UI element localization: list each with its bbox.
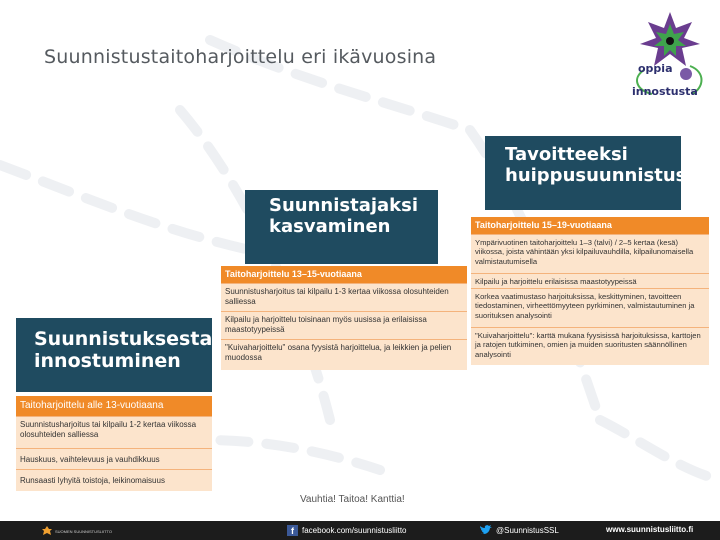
stage-heading-line1: Suunnistajaksi [269,195,419,216]
stage-panel-15-19 [471,217,709,365]
twitter-link[interactable] [480,525,559,536]
stage-panel-13-15 [221,266,467,370]
stage-heading-growing [245,190,438,264]
facebook-link[interactable] [287,525,407,536]
panel-row: Suunnistusharjoitus tai kilpailu 1-2 kertaa viikossa olosuhteiden salliessa [16,416,212,448]
panel-row: "Kuivaharjoittelu": karttä mukana fyysisissä harjoituksissa, karttojen ja ratojen tutkiminen, omien ja muiden suoritusten säännöllinen analysointi [471,327,709,365]
twitter-bird-icon [480,525,492,536]
slogan: Vauhtia! Taitoa! Kanttia! [300,494,405,505]
stage-heading-line2: huippusuunnistus [505,165,687,187]
panel-row: Korkea vaatimustaso harjoituksissa, keskittyminen, tavoitteen tiedostaminen, virheettömyyteen pyrkiminen, valmistautuminen ja suorituksen analysointi [471,288,709,327]
panel-title: Taitoharjoittelu alle 13-vuotiaana [16,396,212,416]
ssl-org-logo [42,525,113,536]
panel-row: Ympärivuotinen taitoharjoittelu 1–3 (talvi) / 2–5 kertaa (kesä) viikossa, joista vähintään yksi kilpailuvauhdilla, kilpailunomaisella valmistautumisella [471,234,709,273]
ssl-logo-text: SUOMEN SUUNNISTUSLIITTO [55,529,113,534]
stage-heading-line1: Suunnistuksesta [34,328,213,350]
logo-text-innostusta: innostusta [632,85,698,98]
panel-row: Suunnistusharjoitus tai kilpailu 1-3 kertaa viikossa olosuhteiden salliessa [221,283,467,311]
facebook-url: facebook.com/suunnistusliitto [302,526,407,535]
oppia-innostusta-logo [630,10,710,105]
stage-panel-under-13 [16,396,212,491]
slide-title: Suunnistustaitoharjoittelu eri ikävuosina [44,46,437,68]
website-link[interactable] [606,525,693,534]
twitter-handle: @SuunnistusSSL [496,526,559,535]
stage-heading-line1: Tavoitteeksi [505,144,628,165]
stage-heading-line2: innostuminen [34,350,181,373]
panel-row: "Kuivaharjoittelu" osana fyysistä harjoittelua, ja leikkien ja pelien muodossa [221,339,467,369]
stage-heading-inspiration [16,318,212,392]
panel-row: Kilpailu ja harjoittelu toisinaan myös uusissa ja erilaisissa maastotyypeissä [221,311,467,339]
logo-text-oppia: oppia [638,62,673,75]
stage-heading-line2: kasvaminen [269,216,391,238]
website-url: www.suunnistusliitto.fi [606,525,694,534]
panel-row: Kilpailu ja harjoittelu erilaisissa maastotyypeissä [471,273,709,288]
stage-heading-elite [485,136,687,210]
footer-bar [0,521,720,540]
panel-row: Hauskuus, vaihtelevuus ja vauhdikkuus [16,448,212,469]
facebook-icon: f [287,525,298,536]
panel-title: Taitoharjoittelu 13–15-vuotiaana [221,266,467,283]
panel-row: Runsaasti lyhyitä toistoja, leikinomaisuus [16,469,212,490]
panel-title: Taitoharjoittelu 15–19-vuotiaana [471,217,709,234]
